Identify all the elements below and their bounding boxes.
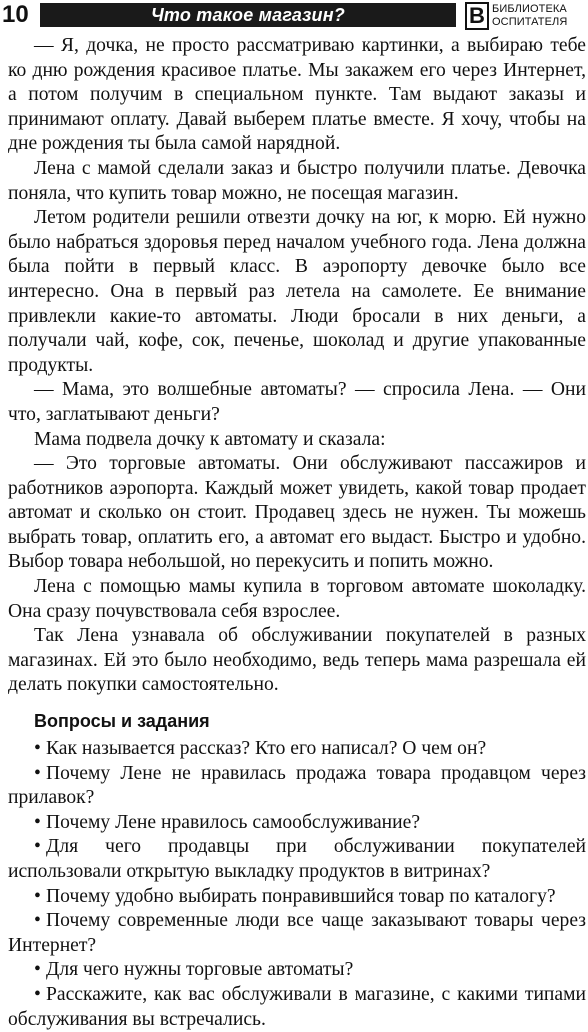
question-text: Почему современные люди все чаще заказывают товары через Интернет? <box>8 910 586 956</box>
question-item <box>8 909 586 958</box>
publisher-logo-line2: ОСПИТАТЕЛЯ <box>492 15 568 28</box>
page-body <box>8 34 586 1032</box>
question-item <box>8 958 586 983</box>
chapter-title: Что такое магазин? <box>40 3 456 27</box>
question-item <box>8 983 586 1032</box>
bullet-icon: • <box>34 983 41 1005</box>
question-text: Почему Лене нравилось самообслуживание? <box>46 811 421 833</box>
paragraph: Так Лена узнавала об обслуживании покупателей в разных магазинах. Ей это было необходимо, ведь теперь мама разрешала ей делать покупки самостоятельно. <box>8 625 586 696</box>
paragraph: — Мама, это волшебные автоматы? — спросила Лена. — Они что, заглатывают деньги? <box>8 379 586 425</box>
bullet-icon: • <box>34 910 41 932</box>
publisher-logo-letter: В <box>465 2 489 30</box>
question-item <box>8 885 586 910</box>
paragraph: — Я, дочка, не просто рассматриваю картинки, а выбираю тебе ко дню рождения красивое платье. Мы закажем его через Интернет, а потом получим в специальном пункте. Там выдают заказы и принимают оплату. Давай выберем платье вместе. Я хочу, чтобы на дне рождения ты была самой нарядной. <box>8 35 586 155</box>
bullet-icon: • <box>34 959 41 981</box>
bullet-icon: • <box>34 885 41 907</box>
question-item <box>8 811 586 836</box>
publisher-logo <box>465 2 587 30</box>
questions-heading: Вопросы и задания <box>34 711 210 732</box>
bullet-icon: • <box>34 762 41 784</box>
question-text: Для чего нужны торговые автоматы? <box>46 959 354 981</box>
question-text: Для чего продавцы при обслуживании покупателей использовали открытую выкладку продуктов в витринах? <box>8 836 586 882</box>
question-item <box>8 762 586 811</box>
question-item <box>8 737 586 762</box>
page-header <box>0 0 588 34</box>
paragraph: Лена с помощью мамы купила в торговом автомате шоколадку. Она сразу почувствовала себя взрослее. <box>8 576 586 622</box>
paragraph: Летом родители решили отвезти дочку на юг, к морю. Ей нужно было набраться здоровья перед началом учебного года. Лена должна была пойти в первый класс. В аэропорту девочке было все интересно. Она в первый раз летела на самолете. Ее внимание привлекли какие-то автоматы. Люди бросали в них деньги, а получали чай, кофе, сок, печенье, шоколад и другие упакованные продукты. <box>8 207 586 376</box>
question-text: Как называется рассказ? Кто его написал? О чем он? <box>46 738 487 760</box>
publisher-logo-text <box>492 3 567 28</box>
question-text: Почему Лене не нравилась продажа товара продавцом через прилавок? <box>8 762 586 809</box>
paragraph: Мама подвела дочку к автомату и сказала: <box>34 428 386 450</box>
question-text: Почему удобно выбирать понравившийся товар по каталогу? <box>46 885 556 907</box>
page-number: 10 <box>2 1 29 28</box>
paragraph: — Это торговые автоматы. Они обслуживают пассажиров и работников аэропорта. Каждый может увидеть, какой товар продает автомат и сколько он стоит. Продавец здесь не нужен. Ты можешь выбрать товар, оплатить его, а автомат его выдаст. Быстро и удобно. Выбор товара небольшой, но перекусить и попить можно. <box>8 453 586 573</box>
bullet-icon: • <box>34 836 41 858</box>
questions-list <box>8 737 586 1032</box>
paragraph: Лена с мамой сделали заказ и быстро получили платье. Девочка поняла, что купить товар можно, не посещая магазин. <box>8 157 586 204</box>
bullet-icon: • <box>34 738 41 760</box>
question-text: Расскажите, как вас обслуживали в магазине, с какими типами обслуживания вы встречались. <box>8 983 586 1030</box>
question-item <box>8 835 586 884</box>
publisher-logo-line1: БИБЛИОТЕКА <box>492 3 567 15</box>
bullet-icon: • <box>34 811 41 833</box>
